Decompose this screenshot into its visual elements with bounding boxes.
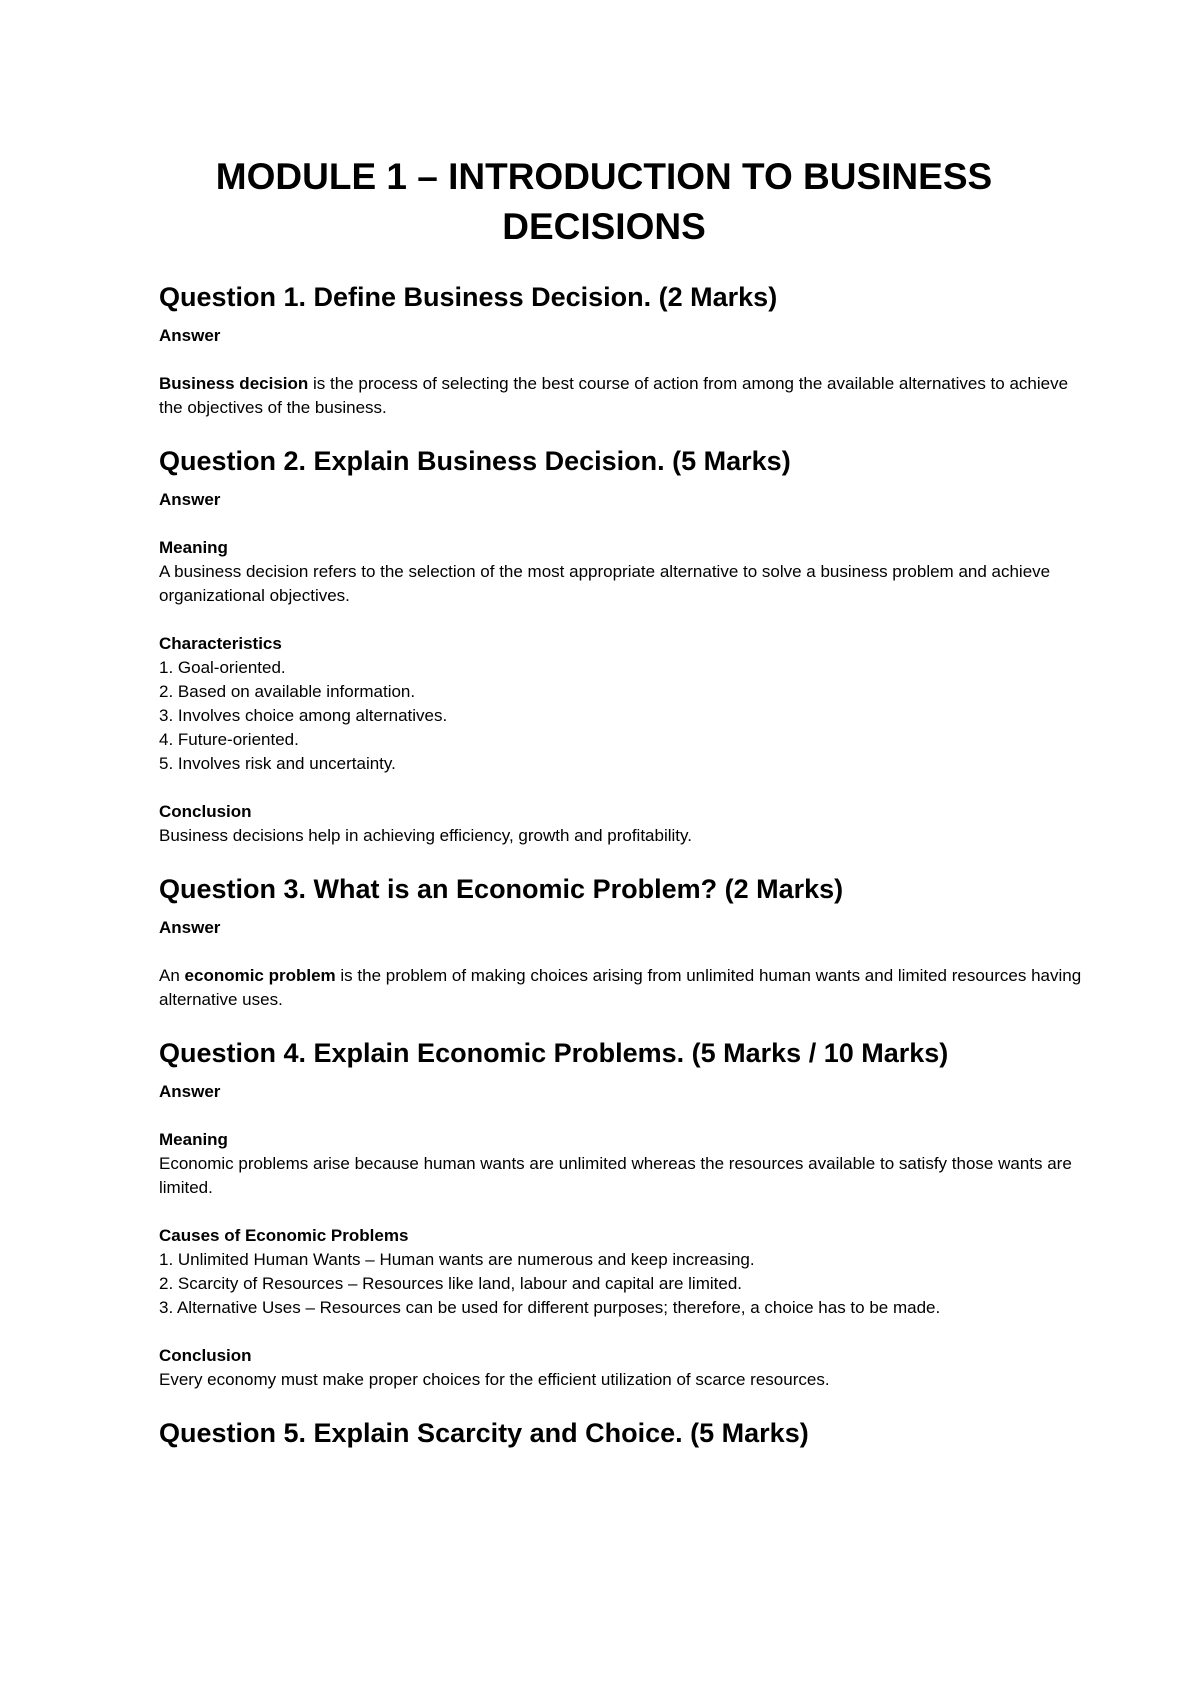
answer-label: Answer — [159, 918, 221, 937]
conclusion-text: Every economy must make proper choices for the efficient utilization of scarce resources. — [159, 1370, 830, 1389]
question-2-heading: Question 2. Explain Business Decision. (5 Marks) — [159, 446, 791, 476]
question-3-heading: Question 3. What is an Economic Problem? (2 Marks) — [159, 874, 844, 904]
question-5 — [159, 1416, 1090, 1450]
question-2 — [159, 444, 1090, 848]
definition-term: Business decision — [159, 374, 309, 393]
answer-label: Answer — [159, 490, 221, 509]
meaning-label: Meaning — [159, 1130, 228, 1149]
question-5-heading: Question 5. Explain Scarcity and Choice. (5 Marks) — [159, 1418, 809, 1448]
list-item: 2. Based on available information. — [159, 682, 416, 701]
question-3 — [159, 872, 1090, 1012]
conclusion-label: Conclusion — [159, 1346, 252, 1365]
question-1 — [159, 280, 1090, 420]
conclusion-label: Conclusion — [159, 802, 252, 821]
list-item: 5. Involves risk and uncertainty. — [159, 754, 396, 773]
conclusion-text: Business decisions help in achieving efficiency, growth and profitability. — [159, 826, 692, 845]
characteristics-label: Characteristics — [159, 634, 282, 653]
characteristics-list — [159, 656, 1090, 776]
definition-prefix: An — [159, 966, 185, 985]
list-item: 2. Scarcity of Resources – Resources like land, labour and capital are limited. — [159, 1274, 743, 1293]
list-item: 1. Unlimited Human Wants – Human wants are numerous and keep increasing. — [159, 1250, 755, 1269]
causes-list — [159, 1248, 1090, 1320]
list-item: 4. Future-oriented. — [159, 730, 299, 749]
definition-paragraph — [159, 372, 1090, 420]
question-4 — [159, 1036, 1090, 1392]
definition-text: is the problem of making choices arising from unlimited human wants and limited resources having alternative uses. — [159, 966, 1082, 1009]
answer-label: Answer — [159, 326, 221, 345]
answer-label: Answer — [159, 1082, 221, 1101]
meaning-label: Meaning — [159, 538, 228, 557]
meaning-text: A business decision refers to the selection of the most appropriate alternative to solve a business problem and achieve organizational objectives. — [159, 562, 1051, 605]
meaning-text: Economic problems arise because human wants are unlimited whereas the resources available to satisfy those wants are limited. — [159, 1154, 1072, 1197]
list-item: 3. Alternative Uses – Resources can be used for different purposes; therefore, a choice has to be made. — [159, 1298, 941, 1317]
definition-text: is the process of selecting the best course of action from among the available alternatives to achieve the objectives of the business. — [159, 374, 1069, 417]
page-title: MODULE 1 – INTRODUCTION TO BUSINESS DECISIONS — [215, 156, 993, 247]
causes-label: Causes of Economic Problems — [159, 1226, 409, 1245]
question-1-heading: Question 1. Define Business Decision. (2 Marks) — [159, 282, 778, 312]
list-item: 1. Goal-oriented. — [159, 658, 286, 677]
definition-term: economic problem — [184, 966, 336, 985]
list-item: 3. Involves choice among alternatives. — [159, 706, 448, 725]
question-4-heading: Question 4. Explain Economic Problems. (5 Marks / 10 Marks) — [159, 1038, 949, 1068]
definition-paragraph — [159, 964, 1090, 1012]
